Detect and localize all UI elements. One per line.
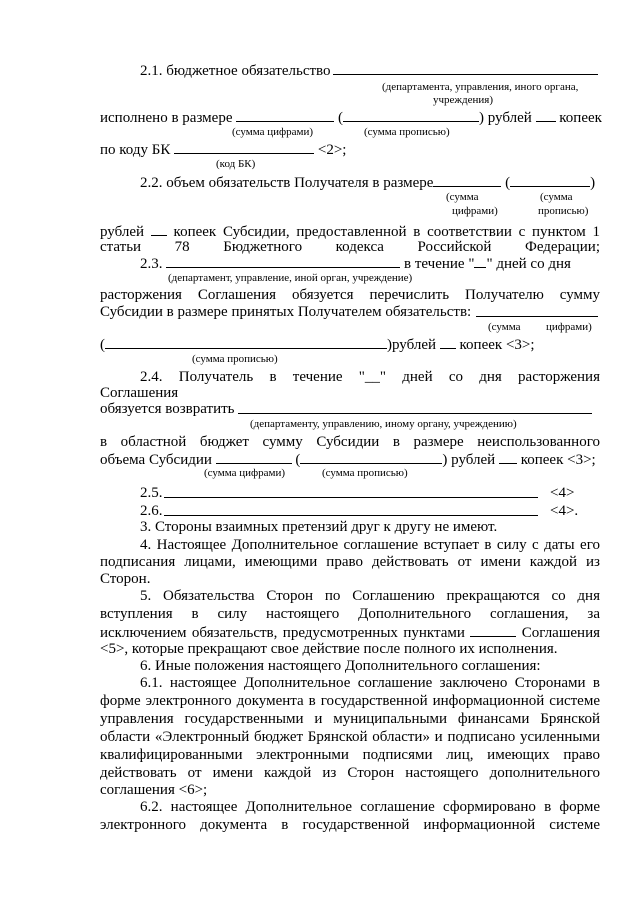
caption: (сумма xyxy=(446,191,479,203)
section-2-3-line-1 xyxy=(140,254,571,273)
caption: (сумма xyxy=(540,191,573,203)
text: ) xyxy=(590,175,596,191)
section-2-1-line-2 xyxy=(100,108,602,127)
text: ( xyxy=(295,452,301,468)
blank-line[interactable] xyxy=(343,108,479,122)
blank-line[interactable] xyxy=(499,450,517,464)
paragraph-5-line-1: 5. Обязательства Сторон по Соглашению прекращаются со дня xyxy=(140,588,600,604)
section-2-2-line-3: статьи 78 Бюджетного кодекса Российской Федерации; xyxy=(100,239,600,255)
paragraph-6-1-line-3: управления государственными и муниципальными финансами Брянской xyxy=(100,711,600,727)
caption: (сумма цифрами) xyxy=(232,126,314,138)
caption: (департамент, управление, иной орган, учреждение) xyxy=(168,272,413,284)
blank-line[interactable] xyxy=(238,413,592,414)
caption: (сумма прописью) xyxy=(364,126,450,138)
section-2-4-line-2: Соглашения xyxy=(100,385,179,401)
text: 2.2. объем обязательств Получателя в размере xyxy=(140,175,434,191)
section-2-1-line-1 xyxy=(140,62,331,80)
caption: (сумма прописью) xyxy=(322,467,408,479)
paragraph-6-1-line-7: соглашения <6>; xyxy=(100,782,208,798)
text: 2.5. xyxy=(140,485,163,501)
footnote-ref: <4> xyxy=(550,485,575,501)
caption: прописью) xyxy=(538,205,589,217)
text: в течение " xyxy=(404,256,475,272)
paragraph-3: 3. Стороны взаимных претензий друг к другу не имеют. xyxy=(140,519,498,535)
text: )рублей xyxy=(387,337,437,353)
blank-line[interactable] xyxy=(476,316,598,317)
text: <2>; xyxy=(317,142,347,158)
paragraph-6-1-line-1: 6.1. настоящее Дополнительное соглашение заключено Сторонами в xyxy=(140,675,600,691)
blank-line[interactable] xyxy=(333,74,598,75)
text: копеек xyxy=(559,110,602,126)
paragraph-6-1-line-2: форме электронного документа в государственной информационной системе xyxy=(100,693,600,709)
text: ( xyxy=(337,110,343,126)
text: Соглашения xyxy=(521,625,600,641)
blank-line[interactable] xyxy=(300,450,442,464)
caption: цифрами) xyxy=(546,321,592,333)
text: объема Субсидии xyxy=(100,452,212,468)
blank-line[interactable] xyxy=(105,335,387,349)
paragraph-5-line-2: вступления в силу настоящего Дополнительного соглашения, за xyxy=(100,606,600,622)
blank-line[interactable] xyxy=(536,108,556,122)
caption: цифрами) xyxy=(452,205,498,217)
text: ( xyxy=(505,175,511,191)
paragraph-6-2-line-2: электронного документа в государственной информационной системе xyxy=(100,817,600,833)
section-2-3-line-3 xyxy=(100,303,471,321)
text: исполнено в размере xyxy=(100,110,233,126)
caption: учреждения) xyxy=(433,94,493,106)
blank-line[interactable] xyxy=(164,515,538,516)
section-2-4-line-3 xyxy=(100,400,235,418)
text: ) рублей xyxy=(442,452,496,468)
blank-line[interactable] xyxy=(433,173,501,187)
text: рублей xyxy=(100,224,145,240)
blank-line[interactable] xyxy=(166,254,400,268)
section-2-2-line-1 xyxy=(140,173,595,192)
paragraph-4-line-1: 4. Настоящее Дополнительное соглашение вступает в силу с даты его xyxy=(140,537,600,553)
footnote-ref: <4>. xyxy=(550,503,579,519)
caption: (сумма xyxy=(488,321,521,333)
section-2-4-line-4: в областной бюджет сумму Субсидии в размере неиспользованного xyxy=(100,434,600,450)
blank-line[interactable] xyxy=(174,140,314,154)
text: по коду БК xyxy=(100,142,171,158)
caption: (департамента, управления, иного органа, xyxy=(382,81,579,93)
text: ( xyxy=(100,337,105,353)
paragraph-6-1-line-4: области «Электронный бюджет Брянской области» и подписано усиленными xyxy=(100,729,600,745)
blank-line[interactable] xyxy=(440,335,456,349)
caption: (сумма цифрами) xyxy=(204,467,286,479)
paragraph-4-line-3: Сторон. xyxy=(100,571,151,587)
paragraph-6-1-line-5: квалифицированными электронными подписями лиц, имеющих право xyxy=(100,747,600,763)
text: Субсидии в размере принятых Получателем обязательств: xyxy=(100,304,472,320)
section-2-3-line-2: расторжения Соглашения обязуется перечислить Получателю сумму xyxy=(100,287,600,303)
section-2-4-line-1: 2.4. Получатель в течение "__" дней со дня расторжения xyxy=(140,369,600,385)
blank-line[interactable] xyxy=(236,108,334,122)
caption: (департаменту, управлению, иному органу, учреждению) xyxy=(250,418,517,430)
blank-line[interactable] xyxy=(216,450,292,464)
blank-line[interactable] xyxy=(164,497,538,498)
text: " дней со дня xyxy=(486,256,571,272)
text: исключением обязательств, предусмотренных пунктами xyxy=(100,625,465,641)
blank-line[interactable] xyxy=(474,254,486,268)
text: копеек <3>; xyxy=(520,452,596,468)
text: копеек <3>; xyxy=(459,337,535,353)
blank-line[interactable] xyxy=(510,173,590,187)
text: 2.3. xyxy=(140,256,163,272)
paragraph-5-line-4: <5>, которые прекращают свое действие после полного их исполнения. xyxy=(100,641,558,657)
section-2-3-line-4 xyxy=(100,335,535,354)
paragraph-6-1-line-6: действовать от имени каждой из Сторон настоящего дополнительного xyxy=(100,765,600,781)
text: обязуется возвратить xyxy=(100,401,235,417)
caption: (код БК) xyxy=(216,158,256,170)
caption: (сумма прописью) xyxy=(192,353,278,365)
text: 2.6. xyxy=(140,503,163,519)
blank-line[interactable] xyxy=(470,623,516,637)
text: копеек Субсидии, предоставленной в соответствии с пунктом 1 xyxy=(173,224,600,240)
section-2-1-text: 2.1. бюджетное обязательство xyxy=(140,63,331,79)
section-2-5 xyxy=(140,484,163,502)
paragraph-4-line-2: подписания лицами, имеющими право действовать от имени каждой из xyxy=(100,554,600,570)
blank-line[interactable] xyxy=(151,222,167,236)
section-2-1-line-3 xyxy=(100,140,346,159)
paragraph-6: 6. Иные положения настоящего Дополнительного соглашения: xyxy=(140,658,541,674)
paragraph-6-2-line-1: 6.2. настоящее Дополнительное соглашение сформировано в форме xyxy=(140,799,600,815)
text: ) рублей xyxy=(478,110,532,126)
